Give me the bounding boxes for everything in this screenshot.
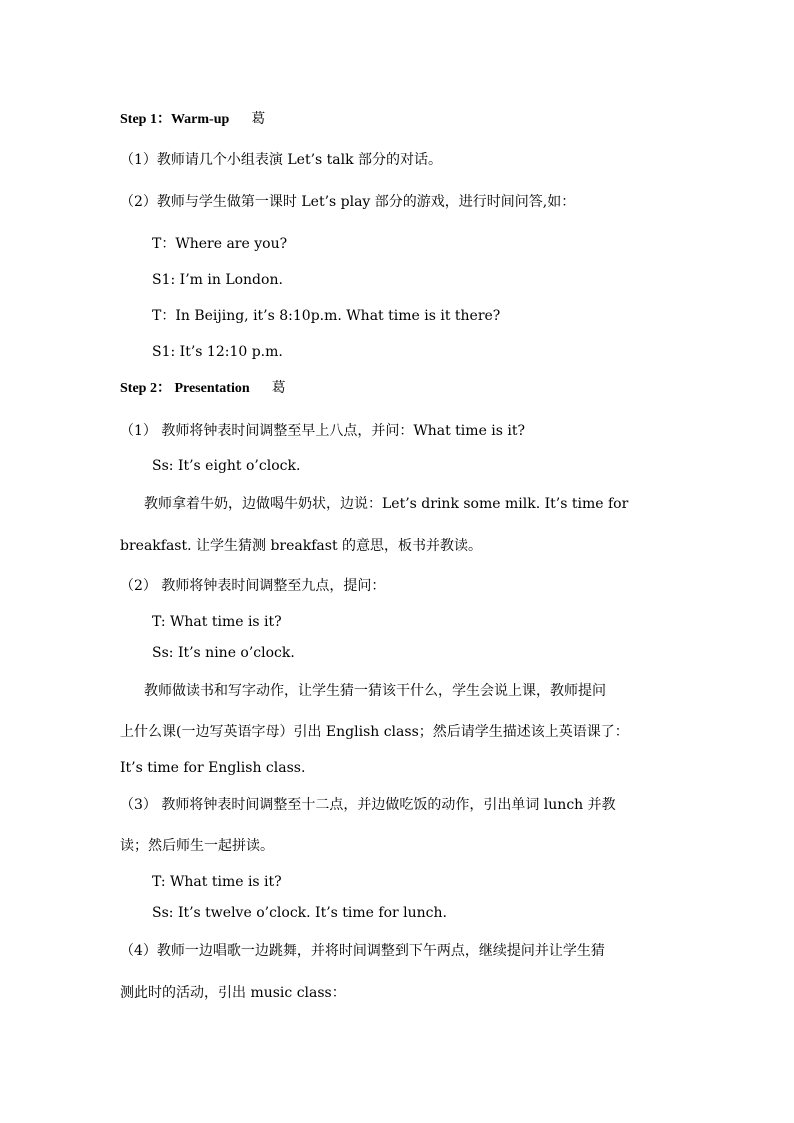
- step2-heading: [120, 380, 286, 398]
- part2-paragraph-line-1: 教师做读书和写字动作，让学生猜一猜该干什么，学生会说上课，教师提问: [144, 683, 606, 699]
- part2-paragraph-line-2: 上什么课(一边写英语字母）引出 English class；然后请学生描述该上英语课了：: [120, 724, 629, 740]
- part4-intro-line-1: （4）教师一边唱歌一边跳舞，并将时间调整到下午两点，继续提问并让学生猜: [120, 943, 605, 959]
- part3-question: T: What time is it?: [152, 874, 282, 890]
- part3-answer: Ss: It’s twelve o’clock. It’s time for lunch.: [152, 905, 447, 921]
- step1-heading: [120, 111, 265, 129]
- part4-intro-line-2: 测此时的活动，引出 music class：: [120, 985, 346, 1001]
- part2-question: T: What time is it?: [152, 614, 282, 630]
- part2-answer: Ss: It’s nine o’clock.: [152, 645, 295, 661]
- part2-paragraph-line-3: It’s time for English class.: [120, 760, 306, 776]
- step2-symbol: 葛: [271, 381, 286, 396]
- part3-intro-line-1: （3） 教师将钟表时间调整至十二点，并边做吃饭的动作，引出单词 lunch 并教: [120, 797, 616, 813]
- step2-heading-text: Step 2： Presentation: [120, 381, 250, 396]
- step1-item-1: （1）教师请几个小组表演 Let’s talk 部分的对话。: [120, 152, 443, 168]
- part2-intro: （2） 教师将钟表时间调整至九点，提问：: [120, 578, 386, 594]
- dialogue-line-2: S1: I’m in London.: [152, 272, 283, 288]
- part1-intro: （1） 教师将钟表时间调整至早上八点，并问：What time is it?: [120, 423, 526, 439]
- step1-item-2: （2）教师与学生做第一课时 Let’s play 部分的游戏，进行时间问答,如：: [120, 194, 576, 210]
- dialogue-line-4: S1: It’s 12:10 p.m.: [152, 344, 283, 360]
- part3-intro-line-2: 读；然后师生一起拼读。: [120, 838, 274, 854]
- step1-heading-text: Step 1：Warm-up: [120, 112, 230, 127]
- part1-paragraph-line-1: 教师拿着牛奶，边做喝牛奶状，边说：Let’s drink some milk. It’s time for: [144, 496, 629, 512]
- dialogue-line-3: T：In Beijing, it’s 8:10p.m. What time is it there?: [152, 308, 501, 324]
- step1-symbol: 葛: [251, 112, 266, 127]
- dialogue-line-1: T：Where are you?: [152, 236, 288, 252]
- part1-paragraph-line-2: breakfast. 让学生猜测 breakfast 的意思，板书并教读。: [120, 538, 483, 554]
- part1-answer: Ss: It’s eight o’clock.: [152, 458, 301, 474]
